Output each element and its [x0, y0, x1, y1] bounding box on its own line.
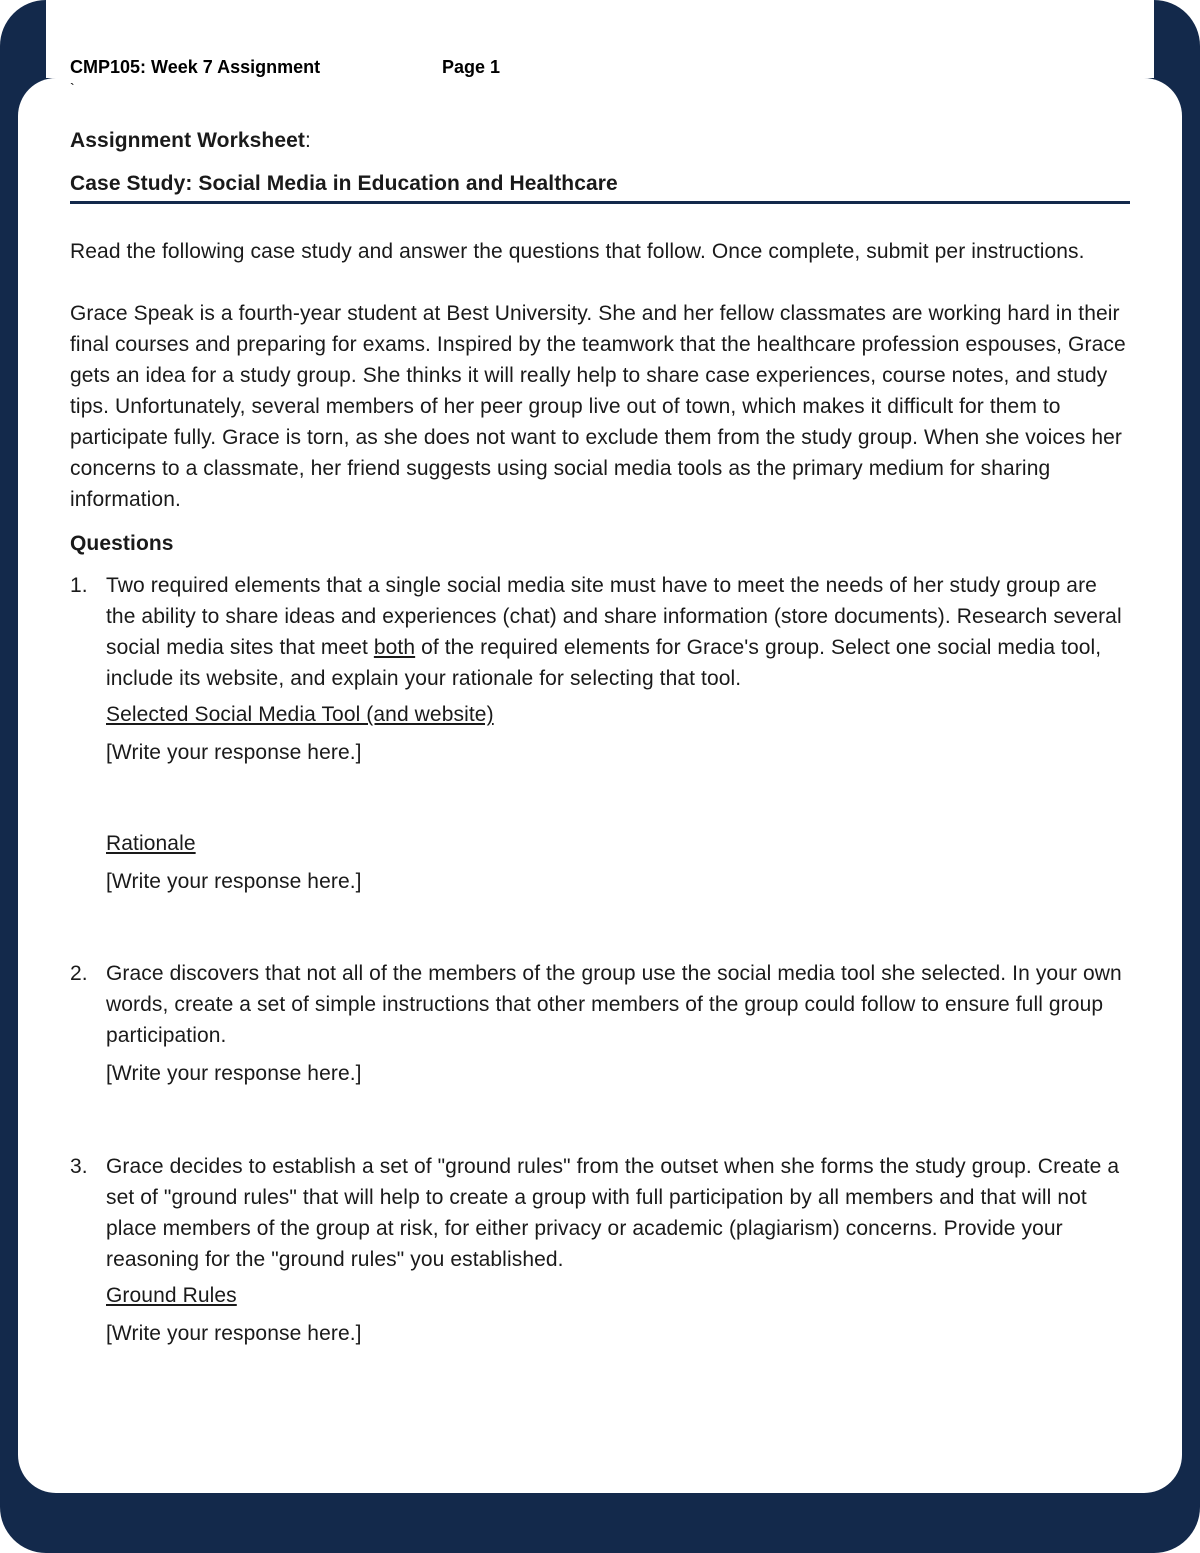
question-text: Grace decides to establish a set of "ground rules" from the outset when she forms the study group. Create a set of "ground rules" that will help to create a group with full participation by all members and that will not place members of the group at risk, for either privacy or academic (plagiarism) concerns. Provide your reasoning for the "ground rules" you established. [106, 1155, 1120, 1271]
page-number: Page 1 [442, 57, 501, 77]
response-placeholder[interactable]: [Write your response here.] [106, 741, 362, 764]
case-study-title: Case Study: Social Media in Education and Healthcare [70, 172, 618, 195]
worksheet-title: Assignment Worksheet: [70, 129, 311, 152]
question-text: Grace discovers that not all of the members of the group use the social media tool she selected. In your own words, create a set of simple instructions that other members of the group could follow to ensure full group participation. [106, 962, 1122, 1047]
intro-paragraph: Read the following case study and answer the questions that follow. Once complete, submit per instructions. [70, 240, 1085, 263]
questions-list [70, 570, 1130, 1349]
question-number: 2. [70, 962, 88, 985]
question-3 [70, 1151, 1130, 1349]
response-placeholder[interactable]: [Write your response here.] [106, 1322, 362, 1345]
subheading-rationale: Rationale [106, 832, 196, 855]
response-placeholder[interactable]: [Write your response here.] [106, 870, 362, 893]
questions-heading: Questions [70, 532, 174, 555]
subheading-ground-rules: Ground Rules [106, 1284, 237, 1307]
scenario-paragraph: Grace Speak is a fourth-year student at Best University. She and her fellow classmates are working hard in their final courses and preparing for exams. Inspired by the teamwork that the healthcare profession espouses, Grace gets an idea for a study group. She thinks it will really help to share case experiences, course notes, and study tips. Unfortunately, several members of her peer group live out of town, which makes it difficult for them to participate fully. Grace is torn, as she does not want to exclude them from the study group. When she voices her concerns to a classmate, her friend suggests using social media tools as the primary medium for sharing information. [70, 302, 1126, 511]
stray-mark: ` [70, 80, 75, 96]
subheading-selected-tool: Selected Social Media Tool (and website) [106, 703, 494, 726]
question-1 [70, 570, 1130, 958]
title-rule [70, 201, 1130, 204]
document-header-title: CMP105: Week 7 Assignment [70, 57, 321, 77]
question-text: Two required elements that a single social media site must have to meet the needs of her study group are the ability to share ideas and experiences (chat) and share information (store documents). Research several social media sites that meet both of the required elements for Grace's group. Select one social media tool, include its website, and explain your rationale for selecting that tool. [106, 574, 1122, 690]
question-number: 1. [70, 574, 88, 597]
question-2 [70, 958, 1130, 1151]
worksheet-body [70, 125, 1130, 1349]
question-number: 3. [70, 1155, 88, 1178]
response-placeholder[interactable]: [Write your response here.] [106, 1062, 362, 1085]
